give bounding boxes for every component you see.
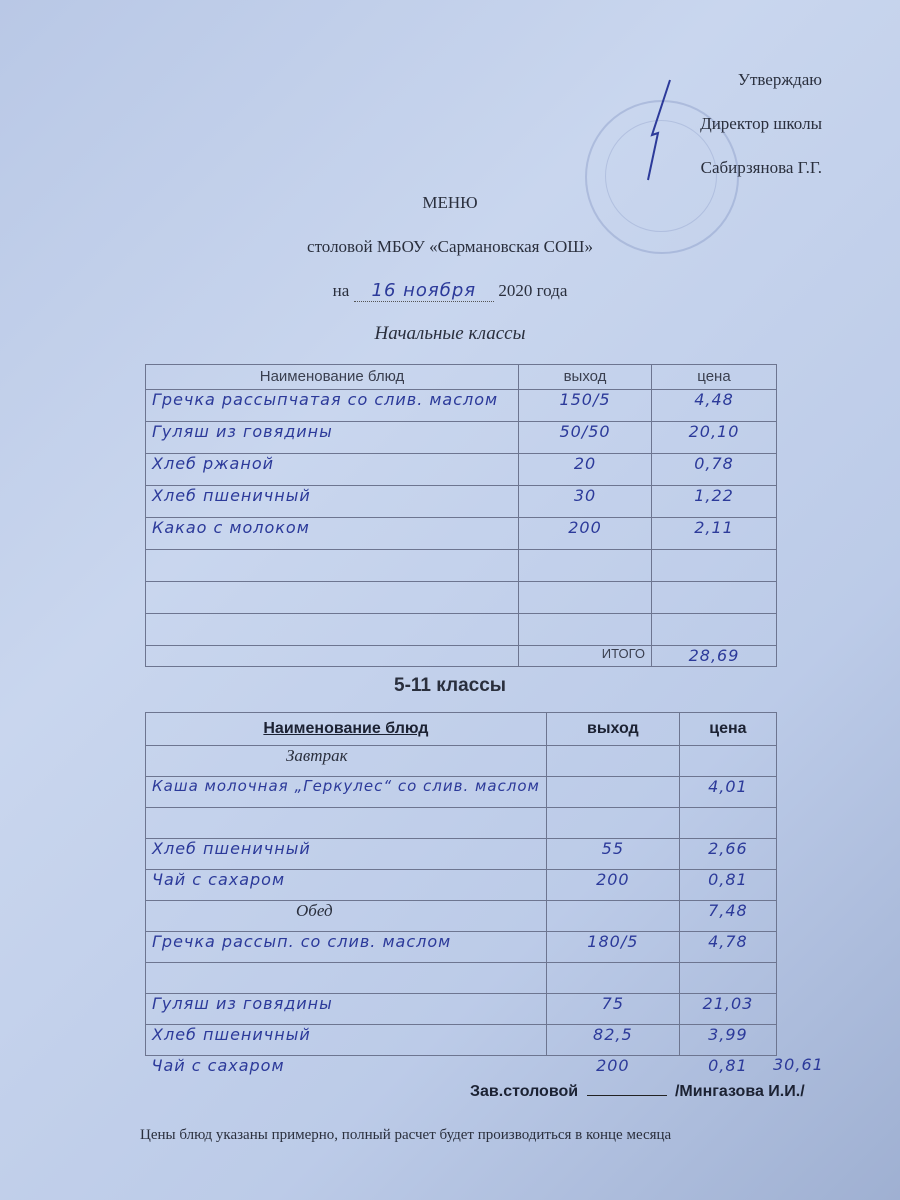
- dish-output: [519, 550, 652, 582]
- table-row: [146, 963, 777, 994]
- dish-price: [679, 808, 776, 839]
- dish-output: 200: [546, 870, 679, 901]
- dish-output: 20: [519, 454, 652, 486]
- table-row: [146, 994, 777, 1025]
- dish-price: 2,66: [679, 839, 776, 870]
- empty-cell: [679, 746, 776, 777]
- table-row: [146, 486, 777, 518]
- section-secondary-title: 5-11 классы: [394, 675, 506, 696]
- dish-output: [519, 614, 652, 646]
- director-signature: [640, 75, 680, 185]
- column-header-name-text: Наименование блюд: [263, 720, 429, 737]
- approval-block: [700, 58, 822, 190]
- empty-cell: [546, 746, 679, 777]
- column-header-name: [146, 713, 547, 746]
- total-row: [146, 646, 777, 667]
- dish-name: [146, 582, 519, 614]
- breakfast-label: Завтрак: [146, 746, 547, 777]
- date-handwritten: 16 ноября: [354, 280, 495, 302]
- dish-price: 20,10: [652, 422, 777, 454]
- section-primary-title: Начальные классы: [374, 323, 526, 344]
- dish-output: 150/5: [519, 390, 652, 422]
- signature-line: [587, 1095, 667, 1096]
- secondary-menu-table: [145, 712, 777, 1086]
- date-line: [0, 280, 900, 301]
- column-header-price: цена: [652, 365, 777, 390]
- lunch-breakfast-total: 7,48: [679, 901, 776, 932]
- dish-output: 50/50: [519, 422, 652, 454]
- dish-name: [146, 963, 547, 994]
- dish-price: 0,78: [652, 454, 777, 486]
- dish-name: Гуляш из говядины: [146, 994, 547, 1025]
- dish-price: [652, 550, 777, 582]
- dish-output: 75: [546, 994, 679, 1025]
- empty-cell: [546, 901, 679, 932]
- dish-name: [146, 808, 547, 839]
- dish-output: 30: [519, 486, 652, 518]
- table-row: [146, 1056, 777, 1087]
- approval-line-approve: Утверждаю: [737, 70, 822, 89]
- document-subtitle: столовой МБОУ «Сармановская СОШ»: [307, 237, 593, 256]
- dish-name: [146, 614, 519, 646]
- table-row: [146, 1025, 777, 1056]
- dish-price: 4,48: [652, 390, 777, 422]
- table-header-row: [146, 365, 777, 390]
- dish-output: [546, 777, 679, 808]
- dish-price: 21,03: [679, 994, 776, 1025]
- meal-label-row: [146, 901, 777, 932]
- dish-price: 4,01: [679, 777, 776, 808]
- table-row: [146, 550, 777, 582]
- signature-prefix: Зав.столовой: [470, 1083, 579, 1100]
- dish-name: Чай с сахаром: [151, 1056, 285, 1075]
- date-suffix: 2020 года: [498, 281, 568, 300]
- lunch-label: Обед: [146, 901, 547, 932]
- column-header-output: выход: [519, 365, 652, 390]
- dish-output: 82,5: [546, 1025, 679, 1056]
- dish-output: 180/5: [546, 932, 679, 963]
- dish-price: [652, 614, 777, 646]
- table-header-row: [146, 713, 777, 746]
- dish-output: [546, 963, 679, 994]
- dish-price: 1,22: [652, 486, 777, 518]
- dish-name: Хлеб ржаной: [146, 454, 519, 486]
- meal-label-row: [146, 746, 777, 777]
- dish-name: [146, 550, 519, 582]
- dish-price: 0,81: [708, 1056, 748, 1075]
- approval-line-position: Директор школы: [700, 114, 822, 133]
- lunch-grand-total: 30,61: [773, 1055, 824, 1074]
- date-prefix: на: [332, 281, 350, 300]
- dish-price: 4,78: [679, 932, 776, 963]
- table-row: [146, 777, 777, 808]
- signature-name: /Мингазова И.И./: [674, 1083, 805, 1100]
- table-row: [146, 932, 777, 963]
- column-header-name: Наименование блюд: [146, 365, 519, 390]
- dish-price: 2,11: [652, 518, 777, 550]
- dish-output: [546, 808, 679, 839]
- canteen-head-signature: [470, 1083, 805, 1101]
- column-header-output: выход: [546, 713, 679, 746]
- table-row: [146, 614, 777, 646]
- dish-name: Гуляш из говядины: [146, 422, 519, 454]
- dish-output: 55: [546, 839, 679, 870]
- table-row: [146, 390, 777, 422]
- dish-price: 0,81: [679, 870, 776, 901]
- table-row: [146, 808, 777, 839]
- table-row: [146, 582, 777, 614]
- total-label: ИТОГО: [519, 646, 652, 667]
- document-title: МЕНЮ: [422, 193, 478, 212]
- table-row: [146, 422, 777, 454]
- dish-price: 3,99: [679, 1025, 776, 1056]
- dish-output: [519, 582, 652, 614]
- dish-name: Хлеб пшеничный: [146, 839, 547, 870]
- dish-name: Гречка рассып. со слив. маслом: [146, 932, 547, 963]
- dish-price: [679, 963, 776, 994]
- table-row: [146, 454, 777, 486]
- footer-note: Цены блюд указаны примерно, полный расчет будет производиться в конце месяца: [140, 1127, 672, 1143]
- dish-name: Каша молочная „Геркулес“ со слив. маслом: [146, 777, 547, 808]
- dish-price: [652, 582, 777, 614]
- dish-name: Гречка рассыпчатая со слив. маслом: [146, 390, 519, 422]
- dish-output: 200: [596, 1056, 630, 1075]
- dish-name: Чай с сахаром: [146, 870, 547, 901]
- column-header-price: цена: [679, 713, 776, 746]
- table-row: [146, 839, 777, 870]
- dish-output: 200: [519, 518, 652, 550]
- dish-name: Хлеб пшеничный: [146, 486, 519, 518]
- table-row: [146, 870, 777, 901]
- primary-menu-table: [145, 364, 777, 667]
- dish-name: Хлеб пшеничный: [146, 1025, 547, 1056]
- total-value: 28,69: [652, 646, 777, 667]
- total-spacer: [146, 646, 519, 667]
- table-row: [146, 518, 777, 550]
- dish-name: Какао с молоком: [146, 518, 519, 550]
- approval-line-name: Сабирзянова Г.Г.: [700, 158, 822, 177]
